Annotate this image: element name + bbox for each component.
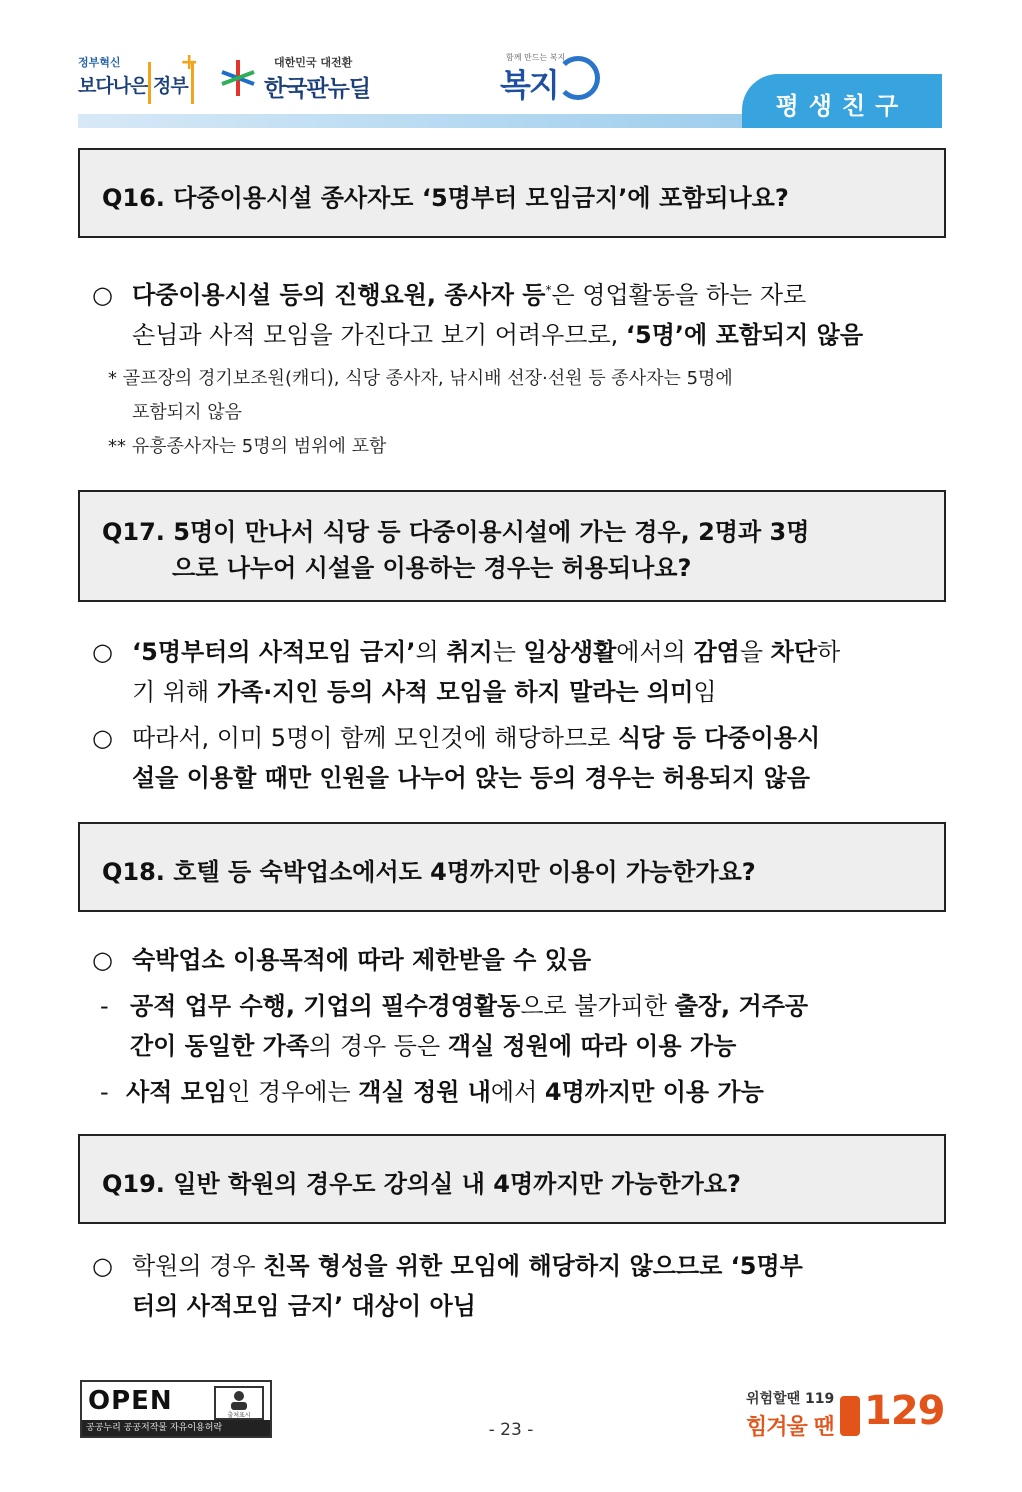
hotline-number: 129	[864, 1388, 945, 1434]
person-icon	[216, 1388, 262, 1418]
answer-bold-text: 친목 형성을 위한 모임에 해당하지 않으므로 ‘5명부	[263, 1252, 803, 1280]
footnote-text: 유흥종사자는 5명의 범위에 포함	[131, 436, 387, 457]
answer-bold-text: 4명까지만 이용 가능	[544, 1078, 764, 1106]
logo3-title: 복지	[500, 66, 558, 104]
government-innovation-logo	[78, 50, 199, 104]
korean-new-deal-logo	[218, 54, 378, 104]
answer-text: 하	[817, 638, 841, 666]
logo1-title: 보다나은 정부	[78, 75, 188, 97]
circle-bullet-icon: ○	[92, 638, 113, 666]
answer-bold-text: 감염	[693, 638, 740, 666]
footnote-mark: **	[108, 436, 126, 457]
question-box-q19	[78, 1134, 946, 1224]
answer-bold-text: 객실 정원에 따라 이용 가능	[447, 1032, 737, 1060]
hotline-129-logo	[746, 1382, 956, 1442]
answer-bold-text: 일상생활	[523, 638, 617, 666]
answer-text: 임	[693, 678, 717, 706]
answer-text: 기 위해	[132, 678, 217, 706]
hotline-subcaption: 힘겨울 땐	[746, 1415, 834, 1440]
answer-text: 는	[492, 638, 524, 666]
circle-bullet-icon: ○	[92, 1252, 113, 1280]
answer-q17-1	[92, 632, 952, 712]
question-box-q16	[78, 148, 946, 238]
answer-text: 의 경우 등은	[309, 1032, 448, 1060]
footnote-mark: *	[545, 283, 552, 297]
answer-q18-2	[100, 986, 960, 1066]
answer-text: 을	[739, 638, 771, 666]
footnote-text: 골프장의 경기보조원(캐디), 식당 종사자, 낚시배 선장·선원 등 종사자는 5명에	[122, 368, 733, 389]
answer-q19	[92, 1246, 952, 1326]
circle-bullet-icon: ○	[92, 724, 113, 752]
answer-bold-text: 간이 동일한 가족	[130, 1032, 309, 1060]
answer-text: 학원의 경우	[132, 1252, 264, 1280]
welfare-logo	[498, 48, 608, 110]
logo3-caption: 함께 만드는 복지	[506, 53, 566, 62]
answer-text: 으로 불가피한	[520, 992, 675, 1020]
question-text: Q18. 호텔 등 숙박업소에서도 4명까지만 이용이 가능한가요?	[102, 858, 756, 886]
logo2-title: 한국판뉴딜	[264, 76, 371, 102]
logo2-caption: 대한민국 대전환	[274, 56, 353, 69]
answer-q18-3	[100, 1072, 960, 1112]
plus-icon: +	[180, 50, 199, 75]
answer-text: 에서	[490, 1078, 545, 1106]
answer-q16	[92, 270, 952, 355]
answer-text: 따라서, 이미 5명이 함께 모인것에 해당하므로	[132, 724, 618, 752]
hotline-caption: 위험할땐 119	[746, 1391, 835, 1407]
question-box-q18	[78, 822, 946, 912]
answer-bold-text: 식당 등 다중이용시	[617, 724, 821, 752]
header-tab	[742, 74, 942, 128]
answer-bold-text: 가족·지인 등의 사적 모임을 하지 말라는 의미	[216, 678, 694, 706]
answer-bold-text: 출장, 거주공	[674, 992, 809, 1020]
new-deal-star-icon	[218, 58, 258, 98]
logo1-caption: 정부혁신	[78, 56, 121, 69]
circle-bullet-icon: ○	[92, 946, 113, 974]
footnote-mark: *	[108, 368, 117, 389]
page-number: - 23 -	[488, 1420, 534, 1440]
open-badge-text: 출처표시	[227, 1412, 251, 1418]
circle-bullet-icon: ○	[92, 281, 113, 309]
ring-mark-icon	[556, 56, 600, 100]
footnote-2	[108, 430, 386, 464]
answer-text: 손님과 사적 모임을 가진다고 보기 어려우므로,	[132, 321, 626, 349]
answer-bold-text: 공적 업무 수행, 기업의 필수경영활동	[130, 992, 521, 1020]
question-text: Q17. 5명이 만나서 식당 등 다중이용시설에 가는 경우, 2명과 3명	[102, 518, 810, 546]
question-text: 으로 나누어 시설을 이용하는 경우는 허용되나요?	[172, 554, 692, 582]
answer-text: 에서의	[616, 638, 694, 666]
answer-text: 인 경우에는	[227, 1078, 359, 1106]
answer-bold-text: ‘5명부터의 사적모임 금지’	[132, 638, 416, 666]
answer-q18-1	[92, 940, 952, 980]
answer-bold-text: 사적 모임	[126, 1078, 228, 1106]
answer-bold-text: 설을 이용할 때만 인원을 나누어 앉는 등의 경우는 허용되지 않음	[132, 764, 810, 792]
question-box-q17	[78, 490, 946, 602]
dash-bullet: -	[100, 1078, 109, 1106]
attribution-person-icon	[214, 1386, 264, 1420]
page-header	[78, 40, 942, 130]
open-logo-bar: 공공누리 공공저작물 자유이용허락	[82, 1420, 270, 1436]
footnote-1-cont	[132, 396, 242, 430]
answer-bold-text: 객실 정원 내	[358, 1078, 491, 1106]
question-text: Q16. 다중이용시설 종사자도 ‘5명부터 모임금지’에 포함되나요?	[102, 184, 789, 212]
answer-q17-2	[92, 718, 952, 798]
question-text: Q19. 일반 학원의 경우도 강의실 내 4명까지만 가능한가요?	[102, 1170, 741, 1198]
open-logo-word: OPEN	[88, 1386, 173, 1416]
header-tab-label: 평생친구	[775, 92, 909, 120]
answer-text: 의	[415, 638, 447, 666]
phone-icon	[840, 1396, 860, 1436]
answer-text: 은 영업활동을 하는 자로	[551, 281, 807, 309]
footnote-text: 포함되지 않음	[132, 402, 243, 423]
answer-bold-text: ‘5명’에 포함되지 않음	[625, 321, 864, 349]
footnote-1	[108, 362, 733, 396]
dash-bullet: -	[100, 992, 109, 1020]
answer-bold-text: 차단	[770, 638, 818, 666]
answer-bold-text: 취지	[446, 638, 493, 666]
answer-bold-text: 숙박업소 이용목적에 따라 제한받을 수 있음	[132, 946, 592, 974]
answer-bold-text: 터의 사적모임 금지’ 대상이 아님	[132, 1292, 476, 1320]
answer-bold-text: 다중이용시설 등의 진행요원, 종사자 등	[132, 281, 546, 309]
